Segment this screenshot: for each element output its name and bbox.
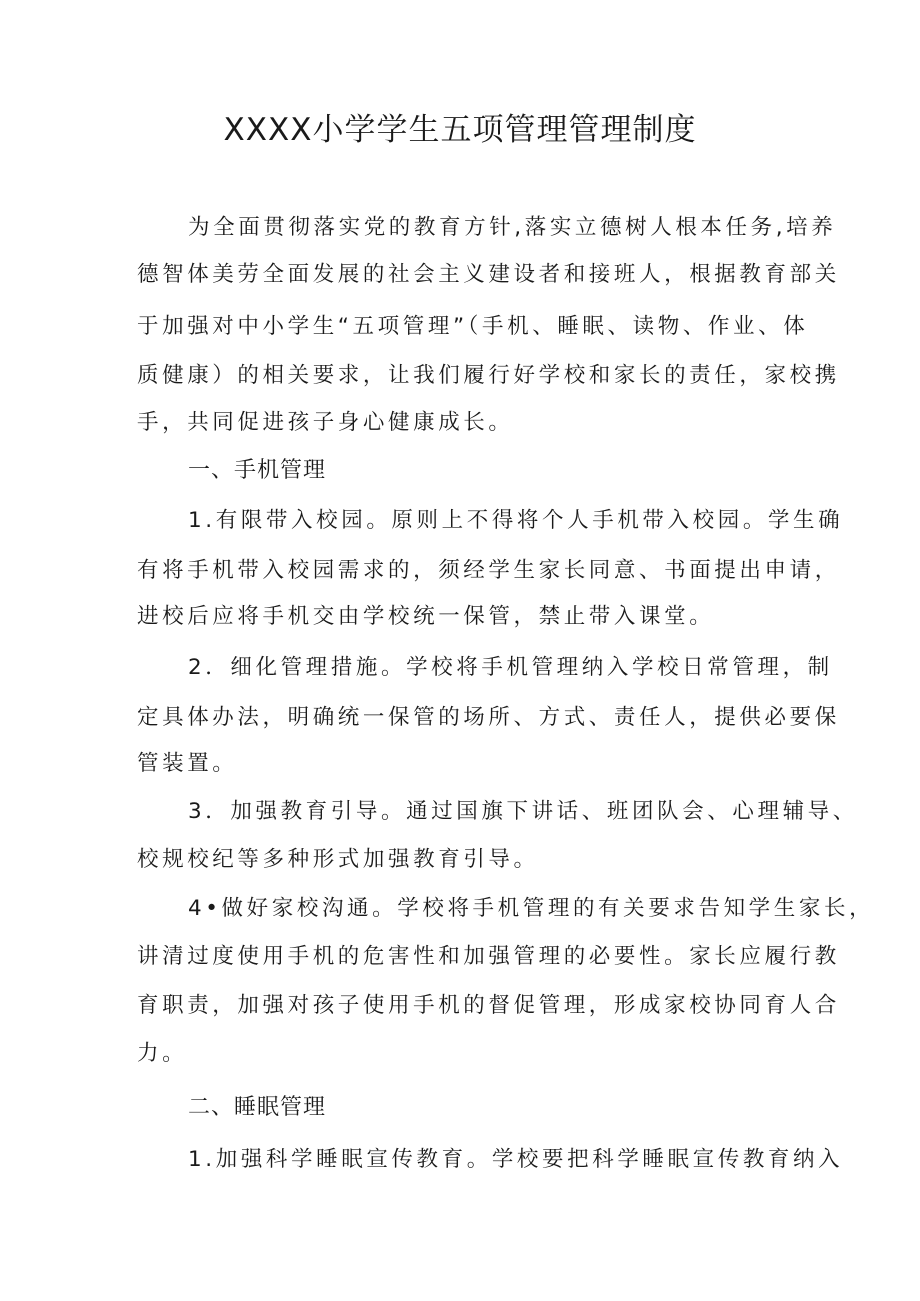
phone-item2-line-3: 管装置。 (137, 751, 238, 776)
intro-line-1: 为全面贯彻落实党的教育方针,落实立德树人根本任务,培养 (188, 215, 837, 240)
section-heading-sleep: 二、睡眠管理 (188, 1095, 327, 1120)
phone-item3-line-1: 3．加强教育引导。通过国旗下讲话、班团队会、心理辅导、 (188, 799, 858, 824)
phone-item3-line-2: 校规校纪等多种形式加强教育引导。 (137, 847, 539, 872)
intro-line-4: 质健康）的相关要求，让我们履行好学校和家长的责任，家校携 (137, 363, 840, 388)
section-heading-phone: 一、手机管理 (188, 458, 327, 483)
document-title: XXXX小学学生五项管理管理制度 (223, 112, 697, 148)
phone-item2-line-2: 定具体办法，明确统一保管的场所、方式、责任人，提供必要保 (137, 705, 840, 730)
phone-item1-line-3: 进校后应将手机交由学校统一保管，禁止带入课堂。 (137, 604, 715, 629)
intro-line-5: 手，共同促进孩子身心健康成长。 (137, 410, 514, 435)
sleep-item1-line-1: 1.加强科学睡眠宣传教育。学校要把科学睡眠宣传教育纳入 (188, 1147, 844, 1172)
phone-item4-line-1: 4•做好家校沟通。学校将手机管理的有关要求告知学生家长， (188, 896, 875, 921)
phone-item1-line-1: 1.有限带入校园。原则上不得将个人手机带入校园。学生确 (188, 508, 844, 533)
phone-item1-line-2: 有将手机带入校园需求的，须经学生家长同意、书面提出申请， (137, 558, 840, 583)
phone-item4-line-4: 力。 (137, 1041, 188, 1066)
phone-item4-line-2: 讲清过度使用手机的危害性和加强管理的必要性。家长应履行教 (137, 944, 840, 969)
intro-line-2: 德智体美劳全面发展的社会主义建设者和接班人，根据教育部关 (137, 262, 840, 287)
intro-line-3: 于加强对中小学生“五项管理”（手机、睡眠、读物、作业、体 (137, 314, 809, 339)
phone-item4-line-3: 育职责，加强对孩子使用手机的督促管理，形成家校协同育人合 (137, 993, 840, 1018)
phone-item2-line-1: 2．细化管理措施。学校将手机管理纳入学校日常管理，制 (188, 655, 833, 680)
